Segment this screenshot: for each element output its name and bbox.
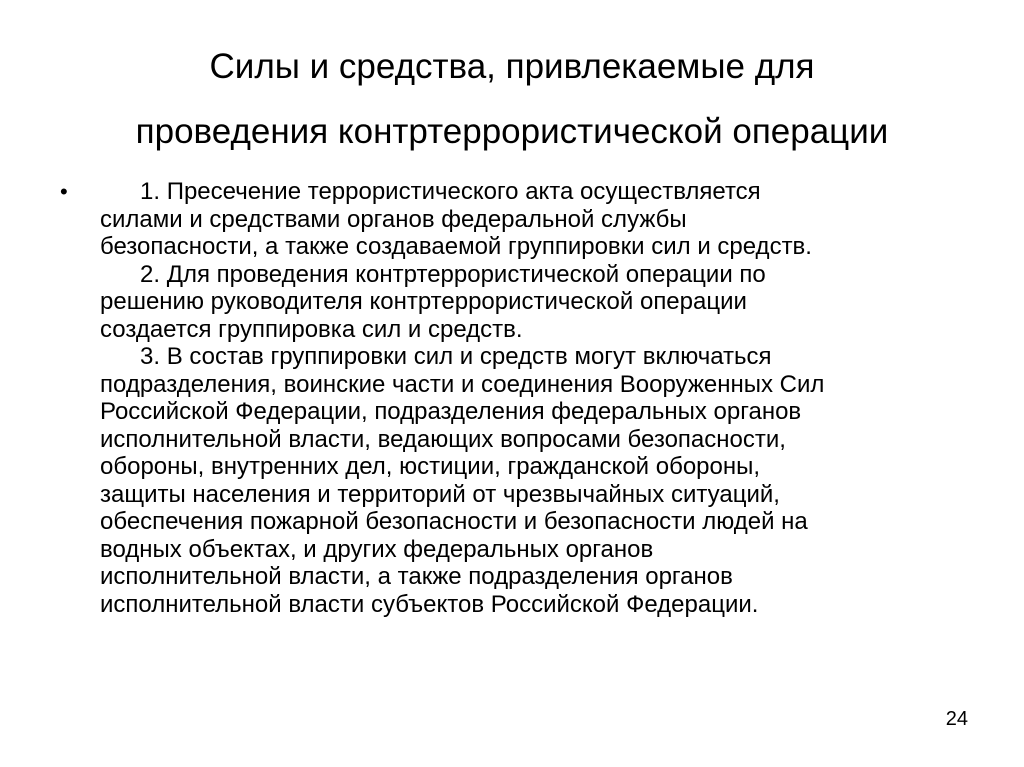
text-line: 1. Пресечение террористического акта осуществляется [100,178,761,205]
text-line: безопасности, а также создаваемой группировки сил и средств. [100,233,812,260]
slide-title-line: проведения контртеррористической операции [135,112,889,151]
text-line: водных объектах, и других федеральных органов [100,535,654,563]
slide-title-line: Силы и средства, привлекаемые для [209,47,815,86]
text-line: обороны, внутренних дел, юстиции, гражданской обороны, [100,453,761,480]
text-line: подразделения, воинские части и соединения Вооруженных Сил [100,370,825,398]
text-line: силами и средствами органов федеральной службы [100,205,687,233]
text-line: создается группировка сил и средств. [100,315,523,343]
text-line: исполнительной власти, а также подразделения органов [100,563,733,590]
text-line: исполнительной власти, ведающих вопросами безопасности, [100,425,786,453]
text-line: решению руководителя контртеррористической операции [100,288,747,315]
text-line: 3. В состав группировки сил и средств могут включаться [100,343,772,370]
text-line: обеспечения пожарной безопасности и безопасности людей на [100,508,808,535]
page-number: 24 [945,708,968,730]
bullet-text [100,178,980,618]
text-line: Российской Федерации, подразделения федеральных органов [100,398,802,425]
bullet-marker: • [60,179,68,204]
text-line: защиты населения и территорий от чрезвычайных ситуаций, [100,480,780,508]
slide-title [40,34,984,164]
text-line: исполнительной власти субъектов Российской Федерации. [100,590,759,618]
text-line: 2. Для проведения контртеррористической операции по [100,260,766,288]
